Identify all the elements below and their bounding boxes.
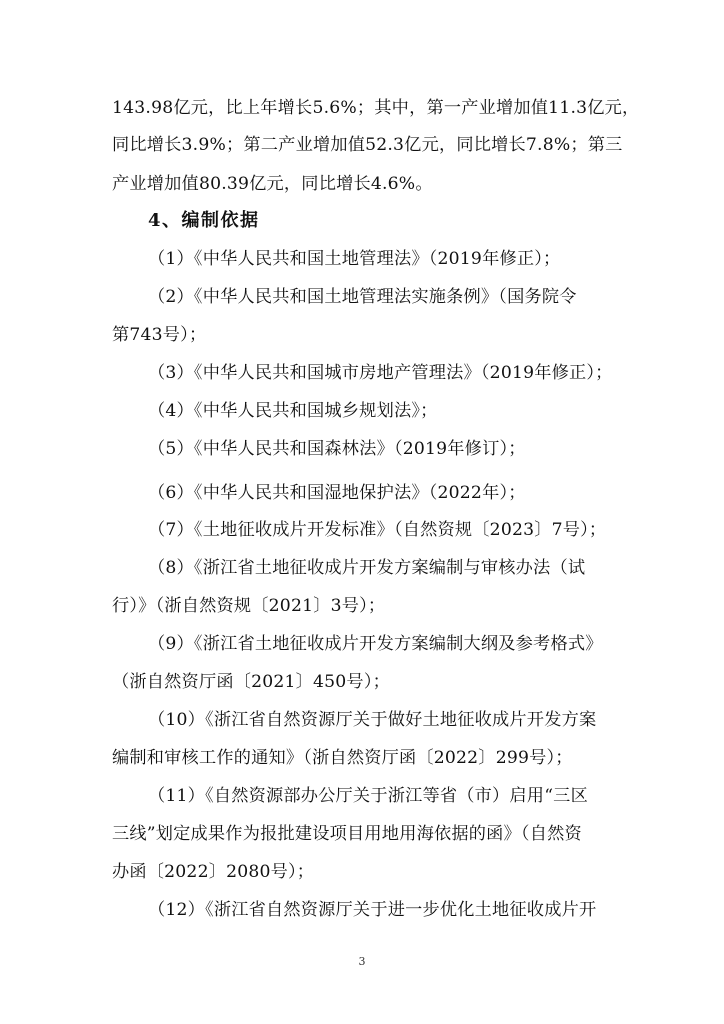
reference-item-8: （8）《浙江省土地征收成片开发方案编制与审核办法（试	[148, 558, 586, 578]
reference-item-5: （5）《中华人民共和国森林法》（2019年修订）；	[148, 439, 526, 459]
section-heading: 4、编制依据	[148, 210, 260, 231]
reference-item-2: （2）《中华人民共和国土地管理法实施条例》（国务院令	[148, 287, 577, 307]
page-number: 3	[358, 955, 366, 968]
reference-item-10-cont: 编制和审核工作的通知》（浙自然资厅函〔2022〕299号）；	[112, 748, 573, 768]
reference-item-12: （12）《浙江省自然资源厅关于进一步优化土地征收成片开	[148, 900, 597, 920]
reference-item-3: （3）《中华人民共和国城市房地产管理法》（2019年修正）；	[148, 363, 613, 383]
paragraph-line-3: 产业增加值80.39亿元，同比增长4.6%。	[112, 174, 433, 194]
reference-item-9: （9）《浙江省土地征收成片开发方案编制大纲及参考格式》	[148, 634, 603, 654]
reference-item-11-cont-2: 办函〔2022〕2080号）；	[112, 862, 315, 882]
reference-item-9-cont: （浙自然资厅函〔2021〕450号）；	[112, 672, 390, 692]
paragraph-line-1: 143.98亿元，比上年增长5.6%；其中，第一产业增加值11.3亿元，	[112, 98, 640, 118]
reference-item-11: （11）《自然资源部办公厅关于浙江等省（市）启用“三区	[148, 786, 588, 806]
reference-item-6: （6）《中华人民共和国湿地保护法》（2022年）；	[148, 483, 526, 503]
reference-item-10: （10）《浙江省自然资源厅关于做好土地征收成片开发方案	[148, 710, 597, 730]
reference-item-1: （1）《中华人民共和国土地管理法》（2019年修正）；	[148, 249, 561, 269]
reference-item-11-cont-1: 三线”划定成果作为报批建设项目用地用海依据的函》（自然资	[112, 824, 582, 844]
reference-item-8-cont: 行）》（浙自然资规〔2021〕3号）；	[112, 596, 386, 616]
reference-item-7: （7）《土地征收成片开发标准》（自然资规〔2023〕7号）；	[148, 520, 607, 540]
paragraph-line-2: 同比增长3.9%；第二产业增加值52.3亿元，同比增长7.8%；第三	[112, 135, 623, 155]
reference-item-4: （4）《中华人民共和国城乡规划法》；	[148, 401, 438, 421]
reference-item-2-cont: 第743号）；	[112, 325, 207, 345]
